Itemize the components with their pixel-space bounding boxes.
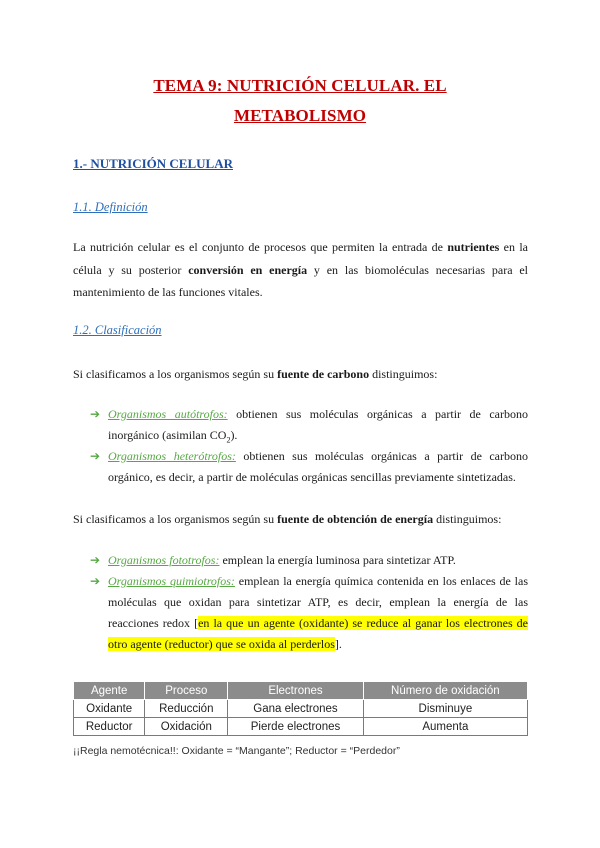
page-title-line1: TEMA 9: NUTRICIÓN CELULAR. EL [153, 76, 447, 95]
arrow-right-icon: ➔ [90, 574, 101, 588]
subscript: 2 [226, 435, 231, 445]
item-text: obtienen sus moléculas orgánicas a partir de carbono orgánico, es decir, a partir de moléculas orgánicas sencillas previamente sintetizadas. [108, 449, 529, 484]
para-text: en la célula y su posterior [73, 240, 529, 277]
list-item-text [108, 571, 528, 655]
energy-lead-text [73, 512, 501, 527]
table-cell: Oxidación [145, 718, 228, 736]
redox-table [73, 681, 528, 736]
list-item-fototrofos [90, 550, 528, 571]
lead-bold: fuente de obtención de energía [277, 512, 434, 526]
table-row [74, 718, 528, 736]
para-bold: nutrientes [447, 240, 500, 254]
table-header-cell: Electrones [228, 682, 364, 700]
item-text: ]. [334, 637, 342, 651]
item-text: obtienen sus moléculas orgánicas a partir de carbono inorgánico (asimilan CO [108, 407, 528, 442]
para-text: La nutrición celular es el conjunto de procesos que permiten la entrada de [73, 240, 448, 254]
term-link: Organismos fototrofos: [108, 553, 220, 567]
arrow-right-icon: ➔ [90, 449, 101, 463]
term-link: Organismos autótrofos: [108, 407, 228, 421]
table-row [74, 700, 528, 718]
lead-text: Si clasificamos a los organismos según su [73, 367, 278, 381]
item-text: ). [230, 428, 238, 442]
table-cell: Reducción [145, 700, 228, 718]
table-cell: Pierde electrones [228, 718, 364, 736]
item-text: emplean la energía química contenida en los enlaces de las moléculas que oxidan para sintetizar ATP, es decir, emplean la energía de las reacciones redox [ [108, 574, 528, 630]
subsection-heading-definition: 1.1. Definición [73, 200, 148, 214]
table-cell: Aumenta [363, 718, 527, 736]
highlighted-text: en la que un agente (oxidante) se reduce al ganar los electrones de otro agente (reductor) que se oxida al perderlos [108, 616, 529, 651]
section-heading: 1.- NUTRICIÓN CELULAR [73, 156, 233, 171]
table-header-cell: Proceso [145, 682, 228, 700]
table-header-row [74, 682, 528, 700]
list-item-text [108, 550, 528, 571]
table-cell: Reductor [74, 718, 145, 736]
table-header-cell: Número de oxidación [363, 682, 527, 700]
subsection-heading-classification: 1.2. Clasificación [73, 323, 162, 337]
lead-text: distinguimos: [369, 367, 438, 381]
para-bold: conversión en energía [188, 262, 308, 277]
list-item-quimiotrofos [90, 571, 528, 655]
table-cell: Disminuye [363, 700, 527, 718]
page-title-line2: METABOLISMO [233, 106, 367, 125]
table-header-cell: Agente [74, 682, 145, 700]
para-text: y en las biomoléculas necesarias para el mantenimiento de las funciones vitales. [73, 262, 528, 299]
list-item-text [108, 446, 528, 488]
table-cell: Oxidante [74, 700, 145, 718]
term-link: Organismos quimiotrofos: [108, 574, 235, 588]
table-cell: Gana electrones [228, 700, 364, 718]
lead-text: Si clasificamos a los organismos según su [73, 512, 278, 526]
mnemonic-rule: ¡¡Regla nemotécnica!!: Oxidante = “Mangante”; Reductor = “Perdedor” [73, 745, 400, 757]
lead-text: distinguimos: [433, 512, 502, 526]
arrow-right-icon: ➔ [90, 407, 101, 421]
list-item-text [108, 404, 528, 450]
list-item-autotrofos [90, 404, 528, 450]
carbon-lead-text [73, 367, 437, 382]
lead-bold: fuente de carbono [277, 367, 370, 381]
list-item-heterotrofos [90, 446, 528, 488]
arrow-right-icon: ➔ [90, 553, 101, 567]
term-link: Organismos heterótrofos: [108, 449, 236, 463]
definition-paragraph [73, 236, 528, 304]
item-text: emplean la energía luminosa para sintetizar ATP. [219, 553, 456, 567]
